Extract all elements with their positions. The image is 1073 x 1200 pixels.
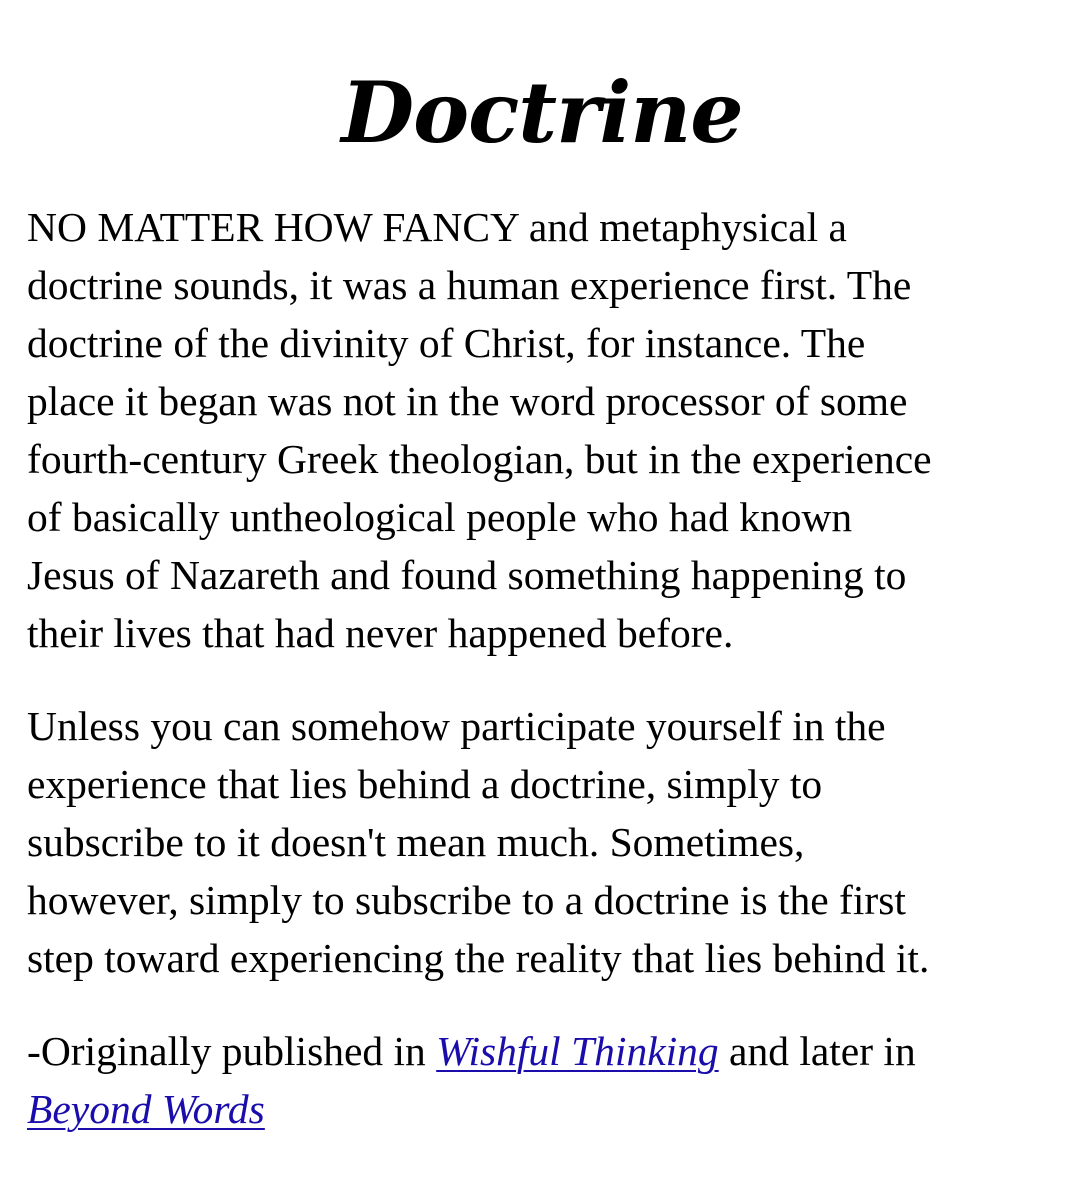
paragraph-line: subscribe to it doesn't mean much. Sometimes, xyxy=(27,819,805,865)
attribution-prefix: -Originally published in xyxy=(27,1028,437,1074)
paragraph-line: Jesus of Nazareth and found something happening to xyxy=(27,552,907,598)
attribution-middle: and later in xyxy=(718,1028,916,1074)
paragraph-line: doctrine of the divinity of Christ, for instance. The xyxy=(27,320,866,366)
paragraph-1 xyxy=(27,198,1057,662)
paragraph-line: experience that lies behind a doctrine, simply to xyxy=(27,761,823,807)
page-title: Doctrine xyxy=(341,63,743,162)
paragraph-line: doctrine sounds, it was a human experience first. The xyxy=(27,262,912,308)
paragraph-line: however, simply to subscribe to a doctrine is the first xyxy=(27,877,906,923)
paragraph-line: their lives that had never happened before. xyxy=(27,610,734,656)
beyond-words-link[interactable]: Beyond Words xyxy=(27,1086,265,1132)
paragraph-line: step toward experiencing the reality that lies behind it. xyxy=(27,935,930,981)
attribution-line xyxy=(27,1080,1057,1138)
paragraph-line: of basically untheological people who had known xyxy=(27,494,853,540)
paragraph-line: fourth-century Greek theologian, but in the experience xyxy=(27,436,932,482)
wishful-thinking-link[interactable]: Wishful Thinking xyxy=(436,1028,719,1074)
paragraph-line: place it began was not in the word processor of some xyxy=(27,378,908,424)
paragraph-line: Unless you can somehow participate yourself in the xyxy=(27,703,886,749)
attribution xyxy=(27,1022,1057,1138)
paragraph-line: NO MATTER HOW FANCY and metaphysical a xyxy=(27,204,847,250)
attribution-line xyxy=(27,1022,1057,1080)
paragraph-2 xyxy=(27,697,1057,987)
article xyxy=(27,58,1057,1138)
